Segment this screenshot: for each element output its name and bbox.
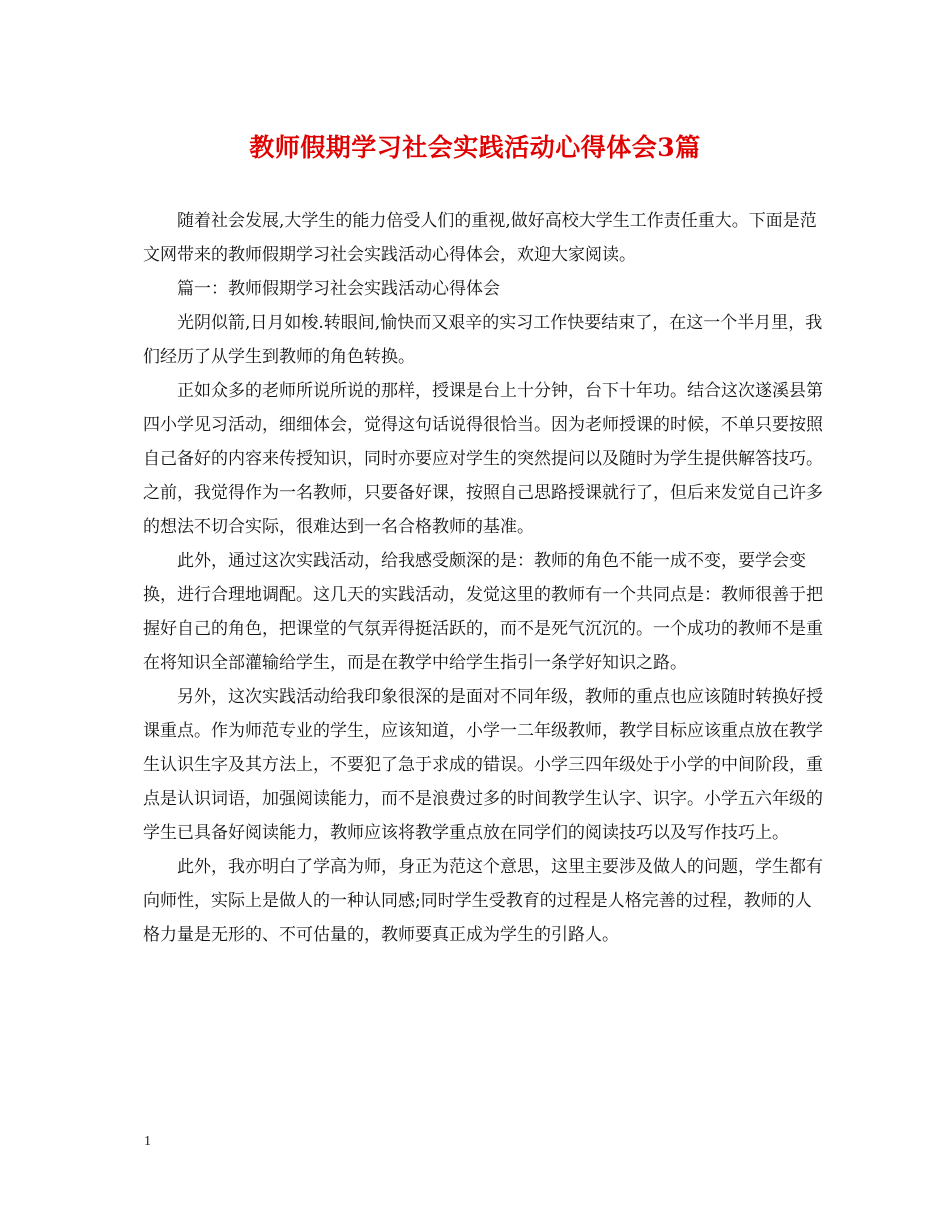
paragraph: 正如众多的老师所说所说的那样，授课是台上十分钟，台下十年功。结合这次遂溪县第四小学见习活动，细细体会，觉得这句话说得很恰当。因为老师授课的时候，不单只要按照自己备好的内容来传授知识，同时亦要应对学生的突然提问以及随时为学生提供解答技巧。之前，我觉得作为一名教师，只要备好课，按照自己思路授课就行了，但后来发觉自己许多的想法不切合实际，很难达到一名合格教师的基准。 bbox=[143, 381, 823, 537]
document-body bbox=[143, 204, 823, 952]
paragraph: 另外，这次实践活动给我印象很深的是面对不同年级，教师的重点也应该随时转换好授课重点。作为师范专业的学生，应该知道，小学一二年级教师，教学目标应该重点放在教学生认识生字及其方法上，不要犯了急于求成的错误。小学三四年级处于小学的中间阶段，重点是认识词语，加强阅读能力，而不是浪费过多的时间教学生认字、识字。小学五六年级的学生已具备好阅读能力，教师应该将教学重点放在同学们的阅读技巧以及写作技巧上。 bbox=[143, 687, 823, 843]
page-number: 1 bbox=[144, 1134, 151, 1149]
paragraph: 此外，通过这次实践活动，给我感受颇深的是：教师的角色不能一成不变，要学会变换，进行合理地调配。这几天的实践活动，发觉这里的教师有一个共同点是：教师很善于把握好自己的角色，把课堂的气氛弄得挺活跃的，而不是死气沉沉的。一个成功的教师不是重在将知识全部灌输给学生，而是在教学中给学生指引一条学好知识之路。 bbox=[143, 551, 823, 673]
paragraph-intro: 随着社会发展,大学生的能力倍受人们的重视,做好高校大学生工作责任重大。下面是范文网带来的教师假期学习社会实践活动心得体会，欢迎大家阅读。 bbox=[143, 211, 817, 265]
paragraph: 光阴似箭,日月如梭.转眼间,愉快而又艰辛的实习工作快要结束了，在这一个半月里，我们经历了从学生到教师的角色转换。 bbox=[143, 313, 823, 367]
document-title: 教师假期学习社会实践活动心得体会3篇 bbox=[249, 133, 701, 162]
section-heading: 篇一：教师假期学习社会实践活动心得体会 bbox=[177, 279, 500, 299]
paragraph: 此外，我亦明白了学高为师，身正为范这个意思，这里主要涉及做人的问题，学生都有向师性，实际上是做人的一种认同感;同时学生受教育的过程是人格完善的过程，教师的人格力量是无形的、不可估量的，教师要真正成为学生的引路人。 bbox=[143, 857, 823, 945]
